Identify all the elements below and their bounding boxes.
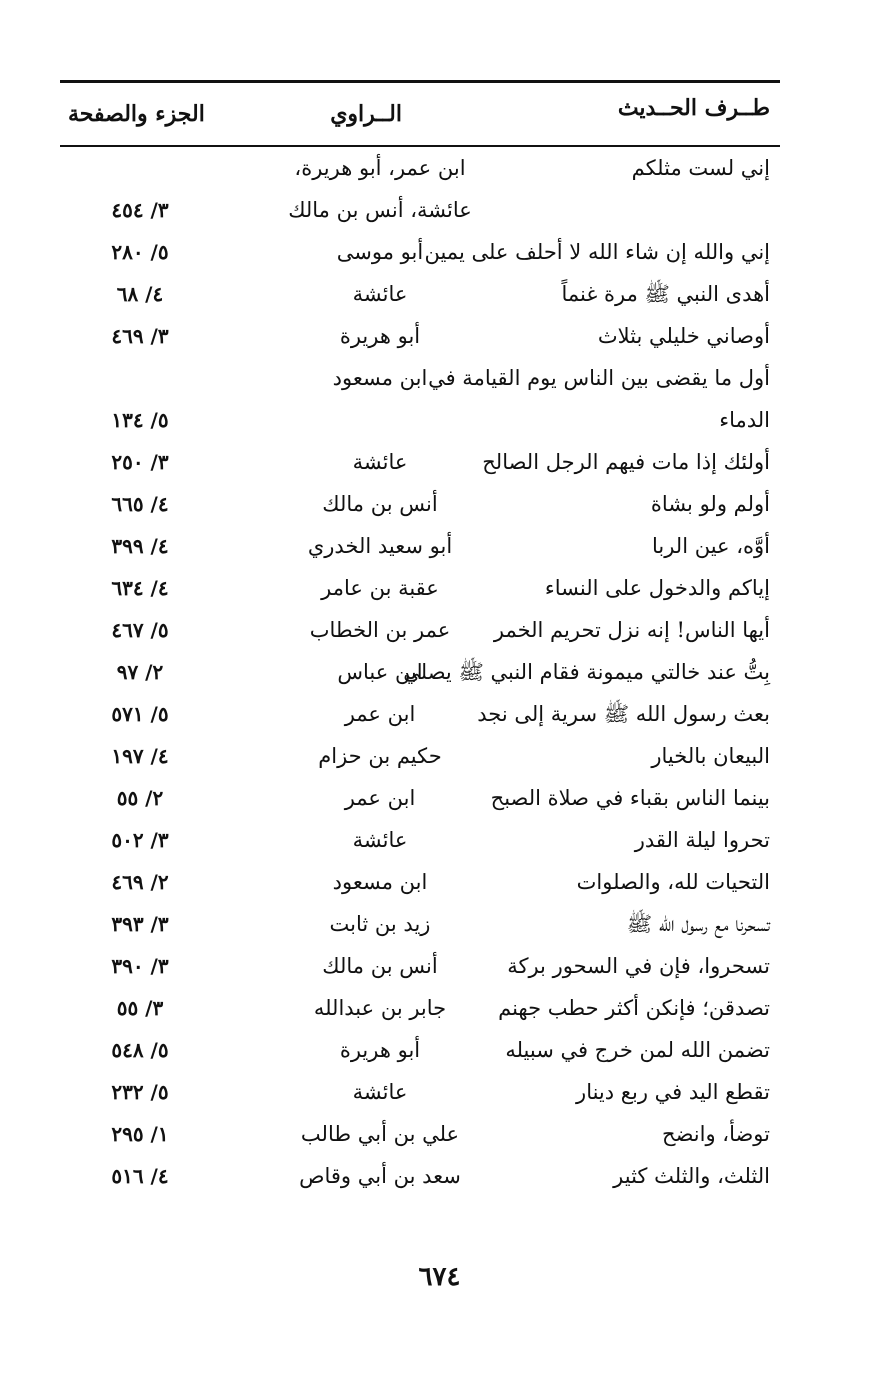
narrator-cell: [280, 315, 480, 357]
hadith-text: بينما الناس بقباء في صلاة الصبح: [490, 786, 770, 810]
table-row: [60, 1071, 780, 1113]
header-narrator: الــراوي: [330, 101, 402, 127]
hadith-cell: [632, 147, 770, 189]
narrator-text: أبو هريرة: [339, 1038, 421, 1062]
narrator-text: عائشة، أنس بن مالك: [288, 198, 472, 222]
table-row: [60, 1155, 780, 1197]
hadith-cell: [507, 945, 770, 987]
table-row: [60, 945, 780, 987]
hadith-text: أوصاني خليلي بثلاث: [597, 324, 770, 348]
volume-page-cell: ٤/ ١٩٧: [111, 744, 169, 768]
hadith-text: بِتُّ عند خالتي ميمونة فقام النبي ﷺ يصلي: [403, 660, 770, 684]
narrator-text: ابن عباس: [337, 660, 423, 684]
hadith-cell: [482, 441, 770, 483]
hadith-cell: [651, 483, 770, 525]
page-number: ٦٧٤: [418, 1262, 461, 1292]
volume-page-cell: ٥/ ٢٣٢: [111, 1080, 169, 1104]
hadith-text: بعث رسول الله ﷺ سرية إلى نجد: [477, 702, 770, 726]
hadith-text: أوَّه، عين الربا: [651, 534, 770, 558]
narrator-cell: [280, 903, 480, 945]
hadith-cell: [662, 1113, 770, 1155]
narrator-cell: [280, 819, 480, 861]
hadith-cell: [491, 777, 770, 819]
table-row: [60, 861, 780, 903]
hadith-text: تقطع اليد في ربع دينار: [576, 1080, 770, 1104]
narrator-text: ابن عمر، أبو هريرة،: [294, 156, 466, 180]
narrator-cell: [280, 987, 480, 1029]
hadith-cell: [651, 735, 770, 777]
narrator-text: عائشة: [352, 450, 408, 474]
table-row: [60, 987, 780, 1029]
table-row: [60, 441, 780, 483]
narrator-text: ابن عمر: [344, 702, 416, 726]
volume-page-cell: ٣/ ٥٠٢: [111, 828, 169, 852]
table-row: [60, 357, 780, 441]
table-row: [60, 777, 780, 819]
hadith-text: الدماء: [719, 408, 770, 432]
narrator-cell: [280, 945, 480, 987]
volume-page-cell: ٥/ ٤٦٧: [111, 618, 169, 642]
table-row: [60, 273, 780, 315]
narrator-cell: [280, 777, 480, 819]
table-row: [60, 693, 780, 735]
volume-page-cell: ٤/ ٦٨: [116, 282, 164, 306]
hadith-cell: [577, 861, 770, 903]
narrator-text: عمر بن الخطاب: [309, 618, 451, 642]
volume-page-cell: ٣/ ٣٩٣: [111, 912, 169, 936]
hadith-text: تحروا ليلة القدر: [634, 828, 770, 852]
table-row: [60, 735, 780, 777]
narrator-cell: [280, 147, 480, 231]
hadith-text: تضمن الله لمن خرج في سبيله: [505, 1038, 770, 1062]
hadith-text: أول ما يقضى بين الناس يوم القيامة في: [428, 366, 770, 390]
narrator-text: أنس بن مالك: [322, 492, 438, 516]
hadith-cell: [561, 273, 770, 315]
hadith-text: التحيات لله، والصلوات: [576, 870, 770, 894]
volume-page-cell: ٥/ ٢٨٠: [111, 240, 169, 264]
table-row: [60, 147, 780, 231]
narrator-text: أبو هريرة: [339, 324, 421, 348]
volume-page-cell: ٣/ ٥٥: [116, 996, 164, 1020]
header-hadith: طــرف الحــديث: [617, 95, 770, 121]
narrator-text: أبو سعيد الخدري: [307, 534, 453, 558]
narrator-cell: [280, 735, 480, 777]
narrator-cell: [280, 861, 480, 903]
narrator-cell: [280, 357, 480, 399]
table-row: [60, 525, 780, 567]
narrator-text: سعد بن أبي وقاص: [299, 1164, 461, 1188]
hadith-cell: [652, 525, 770, 567]
narrator-text: حكيم بن حزام: [318, 744, 442, 768]
hadith-index-table: [60, 80, 780, 1197]
volume-page-cell: ٢/ ٩٧: [116, 660, 164, 684]
narrator-cell: [280, 1029, 480, 1071]
narrator-text: جابر بن عبدالله: [313, 996, 447, 1020]
table-row: [60, 231, 780, 273]
volume-page-cell: ١/ ٢٩٥: [111, 1122, 169, 1146]
narrator-cell: [280, 525, 480, 567]
hadith-text: أهدى النبي ﷺ مرة غنماً: [561, 282, 770, 306]
hadith-cell: [627, 903, 770, 945]
table-row: [60, 567, 780, 609]
narrator-cell: [280, 693, 480, 735]
narrator-cell: [280, 441, 480, 483]
volume-page-cell: ٤/ ٥١٦: [111, 1164, 169, 1188]
hadith-text: الثلث، والثلث كثير: [613, 1164, 770, 1188]
volume-page-cell: ٥/ ١٣٤: [111, 408, 169, 432]
narrator-cell: [280, 1071, 480, 1113]
narrator-text: أبو موسى: [336, 240, 424, 264]
table-row: [60, 903, 780, 945]
narrator-cell: [280, 231, 480, 273]
table-row: [60, 651, 780, 693]
volume-page-cell: ٣/ ٤٥٤: [111, 198, 169, 222]
hadith-cell: [598, 315, 770, 357]
table-row: [60, 315, 780, 357]
table-row: [60, 1029, 780, 1071]
hadith-text: أيها الناس! إنه نزل تحريم الخمر: [493, 618, 770, 642]
hadith-text: تصدقن؛ فإنكن أكثر حطب جهنم: [498, 996, 770, 1020]
narrator-cell: [280, 1113, 480, 1155]
volume-page-cell: ٢/ ٤٦٩: [111, 870, 169, 894]
hadith-text: أولم ولو بشاة: [650, 492, 770, 516]
volume-page-cell: ٤/ ٦٣٤: [111, 576, 169, 600]
narrator-text: أنس بن مالك: [322, 954, 438, 978]
hadith-text: إني لست مثلكم: [631, 156, 770, 180]
narrator-cell: [280, 1155, 480, 1197]
table-row: [60, 609, 780, 651]
table-header: [60, 83, 780, 147]
hadith-text: تسحروا، فإن في السحور بركة: [507, 954, 770, 978]
volume-page-cell: ٤/ ٣٩٩: [111, 534, 169, 558]
narrator-text: زيد بن ثابت: [329, 912, 431, 936]
hadith-text: توضأ، وانضح: [662, 1122, 770, 1146]
hadith-cell: [545, 567, 770, 609]
narrator-cell: [280, 273, 480, 315]
table-row: [60, 819, 780, 861]
narrator-text: عائشة: [352, 282, 408, 306]
hadith-text: إياكم والدخول على النساء: [544, 576, 770, 600]
hadith-cell: [494, 609, 770, 651]
table-row: [60, 1113, 780, 1155]
narrator-cell: [280, 567, 480, 609]
hadith-cell: [477, 693, 770, 735]
narrator-text: ابن مسعود: [332, 870, 428, 894]
narrator-cell: [280, 609, 480, 651]
volume-page-cell: ٥/ ٥٤٨: [111, 1038, 169, 1062]
hadith-cell: [498, 987, 770, 1029]
narrator-text: علي بن أبي طالب: [300, 1122, 460, 1146]
narrator-cell: [280, 651, 480, 693]
narrator-text: عقبة بن عامر: [321, 576, 439, 600]
volume-page-cell: ٣/ ٤٦٩: [111, 324, 169, 348]
hadith-text: تسحرنا مع رسول الله ﷺ: [626, 912, 770, 936]
hadith-cell: [635, 819, 770, 861]
volume-page-cell: ٥/ ٥٧١: [111, 702, 169, 726]
hadith-cell: [576, 1071, 770, 1113]
volume-page-cell: ٢/ ٥٥: [116, 786, 164, 810]
hadith-text: البيعان بالخيار: [651, 744, 770, 768]
narrator-text: عائشة: [352, 1080, 408, 1104]
volume-page-cell: ٤/ ٦٦٥: [111, 492, 169, 516]
table-row: [60, 483, 780, 525]
narrator-text: ابن عمر: [344, 786, 416, 810]
volume-page-cell: ٣/ ٢٥٠: [111, 450, 169, 474]
narrator-text: عائشة: [352, 828, 408, 852]
narrator-text: ابن مسعود: [332, 366, 428, 390]
table-body: [60, 147, 780, 1197]
volume-page-cell: ٣/ ٣٩٠: [111, 954, 169, 978]
header-reference: الجزء والصفحة: [68, 101, 205, 127]
hadith-cell: [613, 1155, 770, 1197]
hadith-text: أولئك إذا مات فيهم الرجل الصالح: [482, 450, 770, 474]
hadith-text: إني والله إن شاء الله لا أحلف على يمين: [424, 240, 770, 264]
narrator-cell: [280, 483, 480, 525]
hadith-cell: [505, 1029, 770, 1071]
